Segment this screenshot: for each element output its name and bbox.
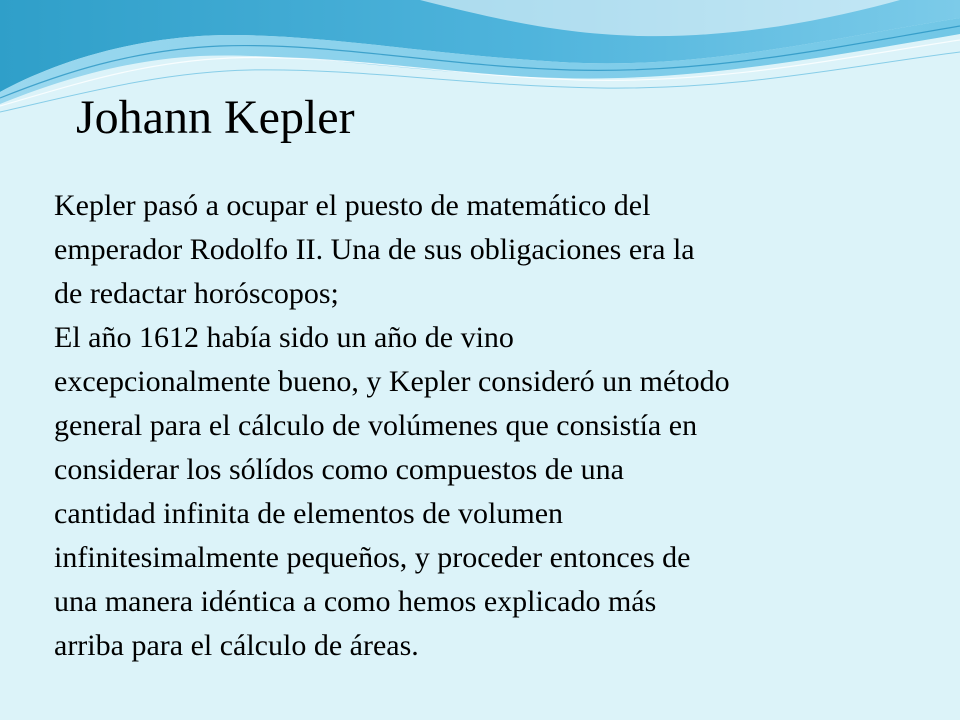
text-line: arriba para el cálculo de áreas. <box>54 629 419 662</box>
text-line: cantidad infinita de elementos de volumen <box>54 497 564 530</box>
text-line: una manera idéntica a como hemos explicado más <box>54 585 657 618</box>
text-line: de redactar horóscopos; <box>54 277 339 310</box>
slide-title: Johann Kepler <box>76 91 355 144</box>
paragraph-2 <box>54 316 914 668</box>
text-line: infinitesimalmente pequeños, y proceder entonces de <box>54 541 691 574</box>
text-line: general para el cálculo de volúmenes que consistía en <box>54 409 698 442</box>
slide-body <box>54 184 914 668</box>
text-line: El año 1612 había sido un año de vino <box>54 321 514 354</box>
text-line: emperador Rodolfo II. Una de sus obligaciones era la <box>54 233 695 266</box>
text-line: excepcionalmente bueno, y Kepler consideró un método <box>54 365 730 398</box>
paragraph-1 <box>54 184 914 316</box>
text-line: considerar los sólídos como compuestos de una <box>54 453 624 486</box>
text-line: Kepler pasó a ocupar el puesto de matemático del <box>54 189 651 222</box>
